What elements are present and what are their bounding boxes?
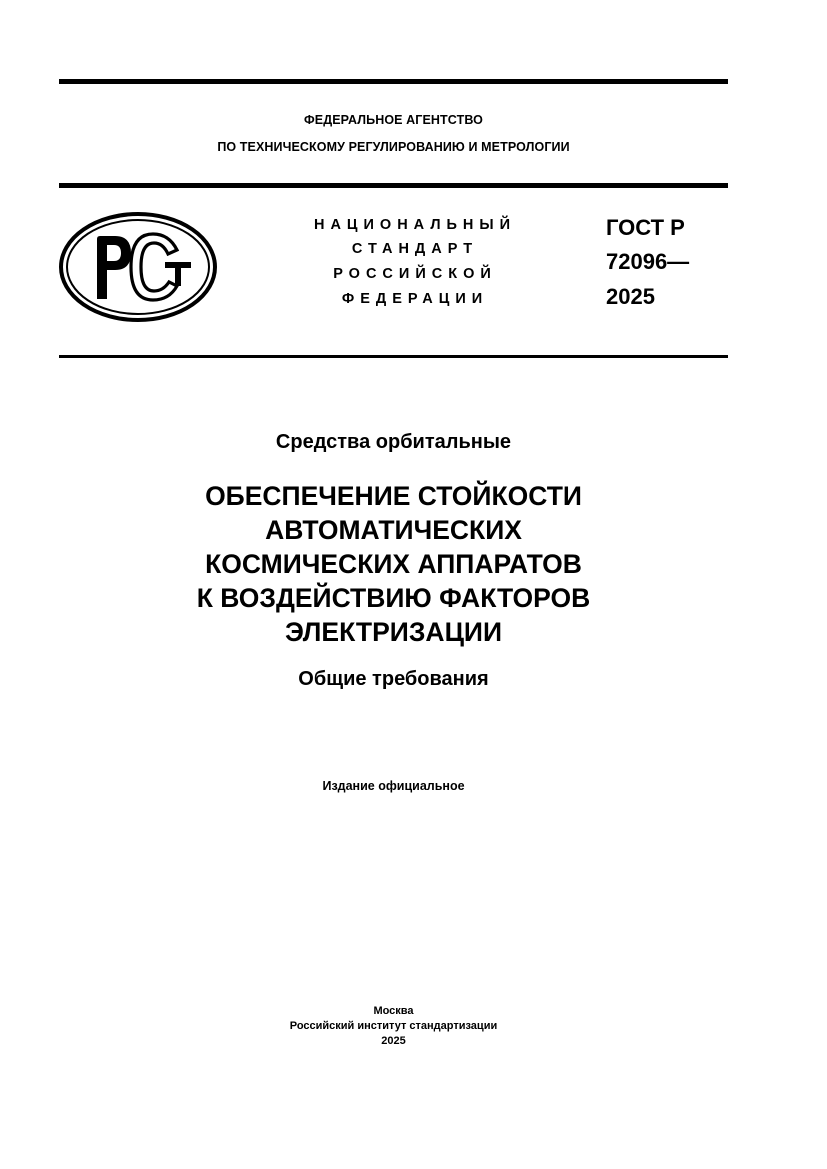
document-subject: Средства орбитальные — [275, 431, 512, 453]
gost-designation-line-1: ГОСТ Р — [606, 215, 685, 240]
document-subtitle: Общие требования — [298, 668, 489, 690]
top-rule — [59, 79, 728, 84]
imprint-publisher: Российский институт стандартизации — [289, 1020, 498, 1032]
gost-designation-line-2: 72096— — [606, 249, 690, 274]
gost-designation-line-3: 2025 — [606, 284, 655, 309]
agency-name-line-1: ФЕДЕРАЛЬНОЕ АГЕНТСТВО — [304, 113, 483, 127]
document-title-line-3: КОСМИЧЕСКИХ АППАРАТОВ — [205, 549, 582, 579]
middle-rule — [59, 183, 728, 188]
document-title-line-1: ОБЕСПЕЧЕНИЕ СТОЙКОСТИ — [205, 481, 582, 511]
agency-name-line-2: ПО ТЕХНИЧЕСКОМУ РЕГУЛИРОВАНИЮ И МЕТРОЛОГИИ — [217, 140, 570, 154]
imprint-city: Москва — [373, 1005, 414, 1017]
document-title-line-4: К ВОЗДЕЙСТВИЮ ФАКТОРОВ — [196, 583, 591, 613]
national-standard-line-1: НАЦИОНАЛЬНЫЙ — [313, 217, 517, 233]
document-title — [59, 479, 728, 649]
national-standard-line-3: РОССИЙСКОЙ — [333, 266, 497, 282]
edition-note: Издание официальное — [322, 779, 465, 793]
document-title-line-2: АВТОМАТИЧЕСКИХ — [265, 515, 522, 545]
national-standard-line-2: СТАНДАРТ — [351, 241, 479, 257]
rst-gost-logo-icon — [59, 212, 217, 322]
imprint-year: 2025 — [381, 1035, 406, 1047]
bottom-rule — [59, 355, 728, 358]
national-standard-line-4: ФЕДЕРАЦИИ — [341, 291, 489, 307]
document-title-line-5: ЭЛЕКТРИЗАЦИИ — [284, 617, 503, 647]
